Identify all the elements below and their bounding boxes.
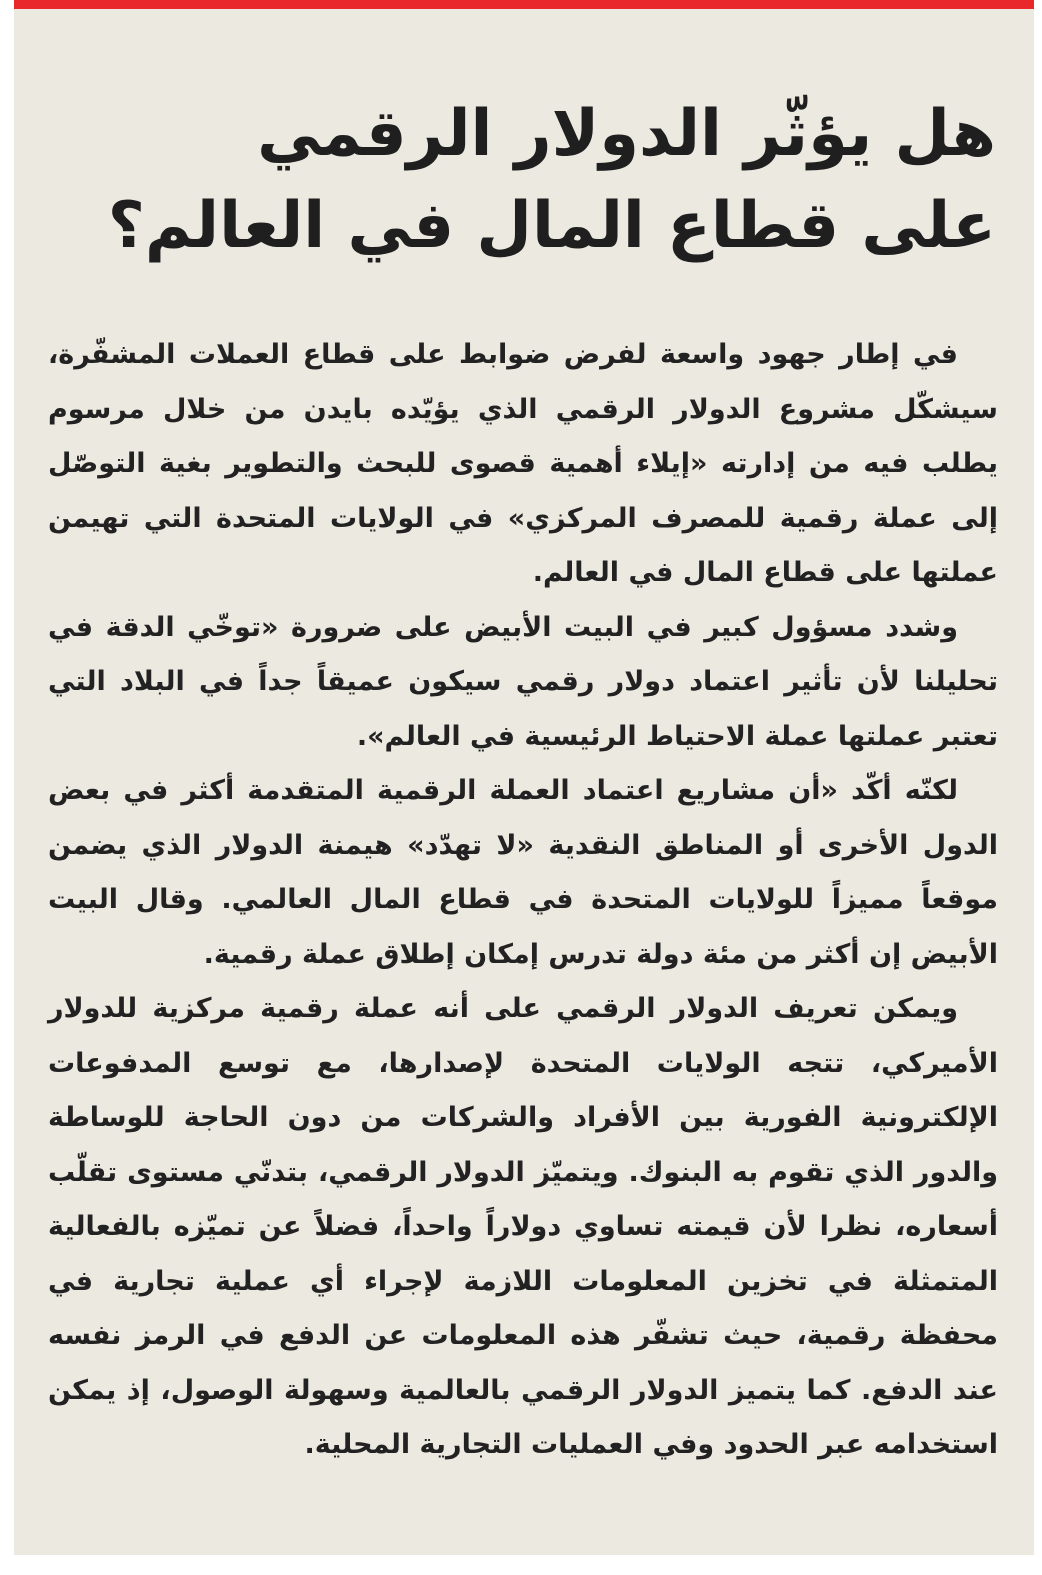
headline-line-2: على قطاع المال في العالم؟ <box>107 189 996 263</box>
newspaper-clipping <box>14 0 1034 1555</box>
paragraph-1: في إطار جهود واسعة لفرض ضوابط على قطاع العملات المشفّرة، سيشكّل مشروع الدولار الرقمي الذي يؤيّده بايدن من خلال مرسوم يطلب فيه من إدارته «إيلاء أهمية قصوى للبحث والتطوير بغية التوصّل إلى عملة رقمية للمصرف المركزي» في الولايات المتحدة التي تهيمن عملتها على قطاع المال في العالم. <box>48 339 998 588</box>
paragraph-2: وشدد مسؤول كبير في البيت الأبيض على ضرورة «توخّي الدقة في تحليلنا لأن تأثير اعتماد دولار رقمي سيكون عميقاً جداً في البلاد التي تعتبر عملتها عملة الاحتياط الرئيسية في العالم». <box>48 611 998 752</box>
paragraph-4: ويمكن تعريف الدولار الرقمي على أنه عملة رقمية مركزية للدولار الأميركي، تتجه الولايات المتحدة لإصدارها، مع توسع المدفوعات الإلكترونية الفورية بين الأفراد والشركات من دون الحاجة للوساطة والدور الذي تقوم به البنوك. ويتميّز الدولار الرقمي، بتدنّي مستوى تقلّب أسعاره، نظرا لأن قيمته تساوي دولاراً واحداً، فضلاً عن تميّزه بالفعالية المتمثلة في تخزين المعلومات اللازمة لإجراء أي عملية تجارية في محفظة رقمية، حيث تشفّر هذه المعلومات عن الدفع في الرمز نفسه عند الدفع. كما يتميز الدولار الرقمي بالعالمية وسهولة الوصول، إذ يمكن استخدامه عبر الحدود وفي العمليات التجارية المحلية. <box>48 993 998 1460</box>
headline-line-1: هل يؤثّر الدولار الرقمي <box>257 97 996 171</box>
paragraph-3: لكنّه أكّد «أن مشاريع اعتماد العملة الرقمية المتقدمة أكثر في بعض الدول الأخرى أو المناطق النقدية «لا تهدّد» هيمنة الدولار الذي يضمن موقعاً مميزاً للولايات المتحدة في قطاع المال العالمي. وقال البيت الأبيض إن أكثر من مئة دولة تدرس إمكان إطلاق عملة رقمية. <box>48 775 998 970</box>
red-accent-bar <box>14 0 1034 9</box>
article-body <box>48 328 998 1473</box>
headline <box>56 88 996 272</box>
